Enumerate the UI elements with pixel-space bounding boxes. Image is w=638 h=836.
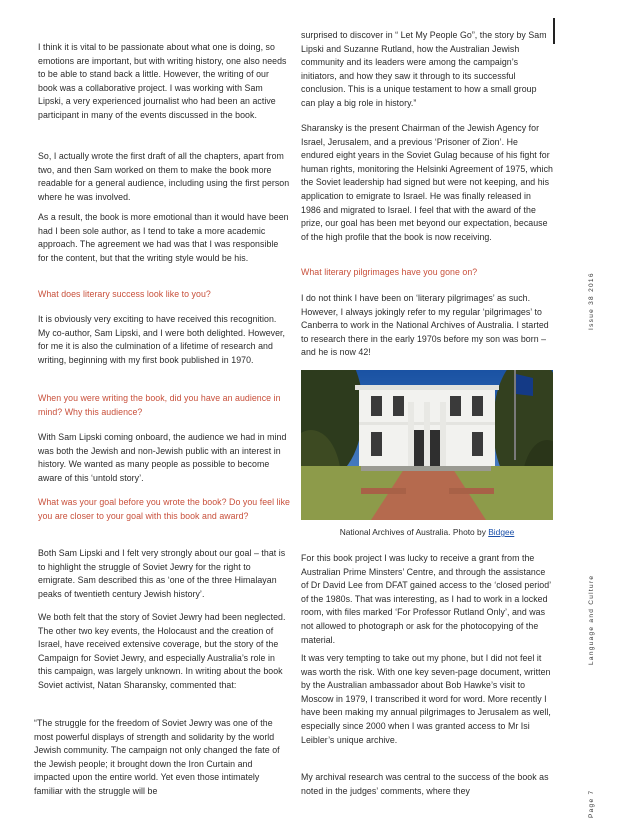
paragraph: We both felt that the story of Soviet Jewry had been neglected. The other two key events, the Holocaust and the creation of Israel, have received extensive coverage, but the story of the Campaign for Soviet Jewry, and especially Australia’s role in this campaign, was largely unknown. In writing about the book Soviet activist, Natan Sharansky, commented that: (38, 612, 286, 690)
issue-label: Issue 38 2016 (588, 272, 595, 330)
interview-question: What was your goal before you wrote the book? Do you feel like you are closer to your goal with this book and award? (38, 497, 290, 521)
photo-credit-link[interactable]: Bidgee (488, 527, 515, 537)
paragraph: It is obviously very exciting to have received this recognition. My co-author, Sam Lipski, and I were both delighted. However, for me it is also the culmination of a lifetime of research and writing, beginning with my first book published in 1970. (38, 314, 286, 365)
block-quote: “The struggle for the freedom of Soviet Jewry was one of the most powerful displays of strength and solidarity by the world Jewish community. The campaign not only changed the fate of the Jewish people; it brought down the Iron Curtain and impacted upon the entire world. Yet even those intimately familiar with the struggle will be (34, 718, 280, 796)
paragraph: I think it is vital to be passionate about what one is doing, so emotions are important, but with writing history, one also needs to be able to stand back a little. However, the writing of our book was a collaborative project. I was working with Sam Lipski, a very experienced journalist who had been an active participant in many of the events discussed in the book. (38, 42, 287, 120)
section-label: Language and Culture (588, 574, 595, 665)
page-number: Page 7 (588, 789, 595, 818)
paragraph: My archival research was central to the success of the book as noted in the judges’ comments, where they (301, 772, 549, 796)
photo-caption (301, 527, 553, 537)
interview-question: What literary pilgrimages have you gone on? (301, 267, 478, 277)
paragraph: surprised to discover in “ Let My People Go”, the story by Sam Lipski and Suzanne Rutland, how the Australian Jewish community and its leaders were among the campaign’s initiators, and how they saw it through to its successful conclusion. This is a unique testament to how a small group can play a big role in history.” (301, 30, 547, 108)
paragraph: I do not think I have been on ‘literary pilgrimages’ as such. However, I always jokingly refer to my regular ‘pilgrimages’ to Canberra to work in the National Archives of Australia. I started to research there in the early 1970s before my son was born – and he is now 42! (301, 293, 549, 358)
paragraph: Sharansky is the present Chairman of the Jewish Agency for Israel, Jerusalem, and a previous ‘Prisoner of Zion’. He endured eight years in the Soviet Gulag because of his fight for human rights, monitoring the Helsinki Agreement of 1975, which the Soviet leadership had signed but were not keeping, and his application to emigrate to Israel. He was finally released in 1986 and migrated to Israel. I feel that with the award of the prize, our goal has been met beyond our expectation, because of the high profile that the book is now receiving. (301, 123, 553, 242)
header-rule (553, 18, 555, 44)
paragraph: It was very tempting to take out my phone, but I did not feel it was worth the risk. With one key seven-page document, written by the Australian ambassador about Bob Hawke’s visit to Moscow in 1979, I transcribed it word for word. More recently I have been making my annual pilgrimages to Jerusalem as well, especially since 2000 when I was granted access to Mr Isi Leibler’s unique archive. (301, 653, 551, 745)
interview-question: What does literary success look like to you? (38, 289, 211, 299)
paragraph: Both Sam Lipski and I felt very strongly about our goal – that is to highlight the struggle of Soviet Jewry for the right to emigrate. Sam described this as ‘one of the three Himalayan peaks of twentieth century Jewish history’. (38, 548, 286, 599)
paragraph: With Sam Lipski coming onboard, the audience we had in mind was both the Jewish and non-Jewish public with an interest in history. We wanted as many people as possible to become aware of this ‘untold story’. (38, 432, 287, 483)
caption-text: National Archives of Australia. Photo by (339, 527, 489, 537)
national-archives-photo (301, 370, 553, 520)
paragraph: So, I actually wrote the first draft of all the chapters, apart from two, and then Sam worked on them to make the book more readable for a general audience, including using the first person where he was involved. (38, 151, 290, 202)
interview-question: When you were writing the book, did you have an audience in mind? Why this audience? (38, 393, 281, 417)
paragraph: As a result, the book is more emotional than it would have been had I been sole author, as I tend to take a more academic approach. The agreement we had was that I was responsible for the content, but that the writing style would be his. (38, 212, 289, 263)
paragraph: For this book project I was lucky to receive a grant from the Australian Prime Minsters’ Centre, and through the assistance of Dr David Lee from DFAT gained access to the ‘closed period’ of the 1980s. That was interesting, as I had to work in a locked room, with files marked ‘For Professor Rutland Only’, and was not allowed to photograph or ask for the photocopying of the material. (301, 553, 551, 645)
